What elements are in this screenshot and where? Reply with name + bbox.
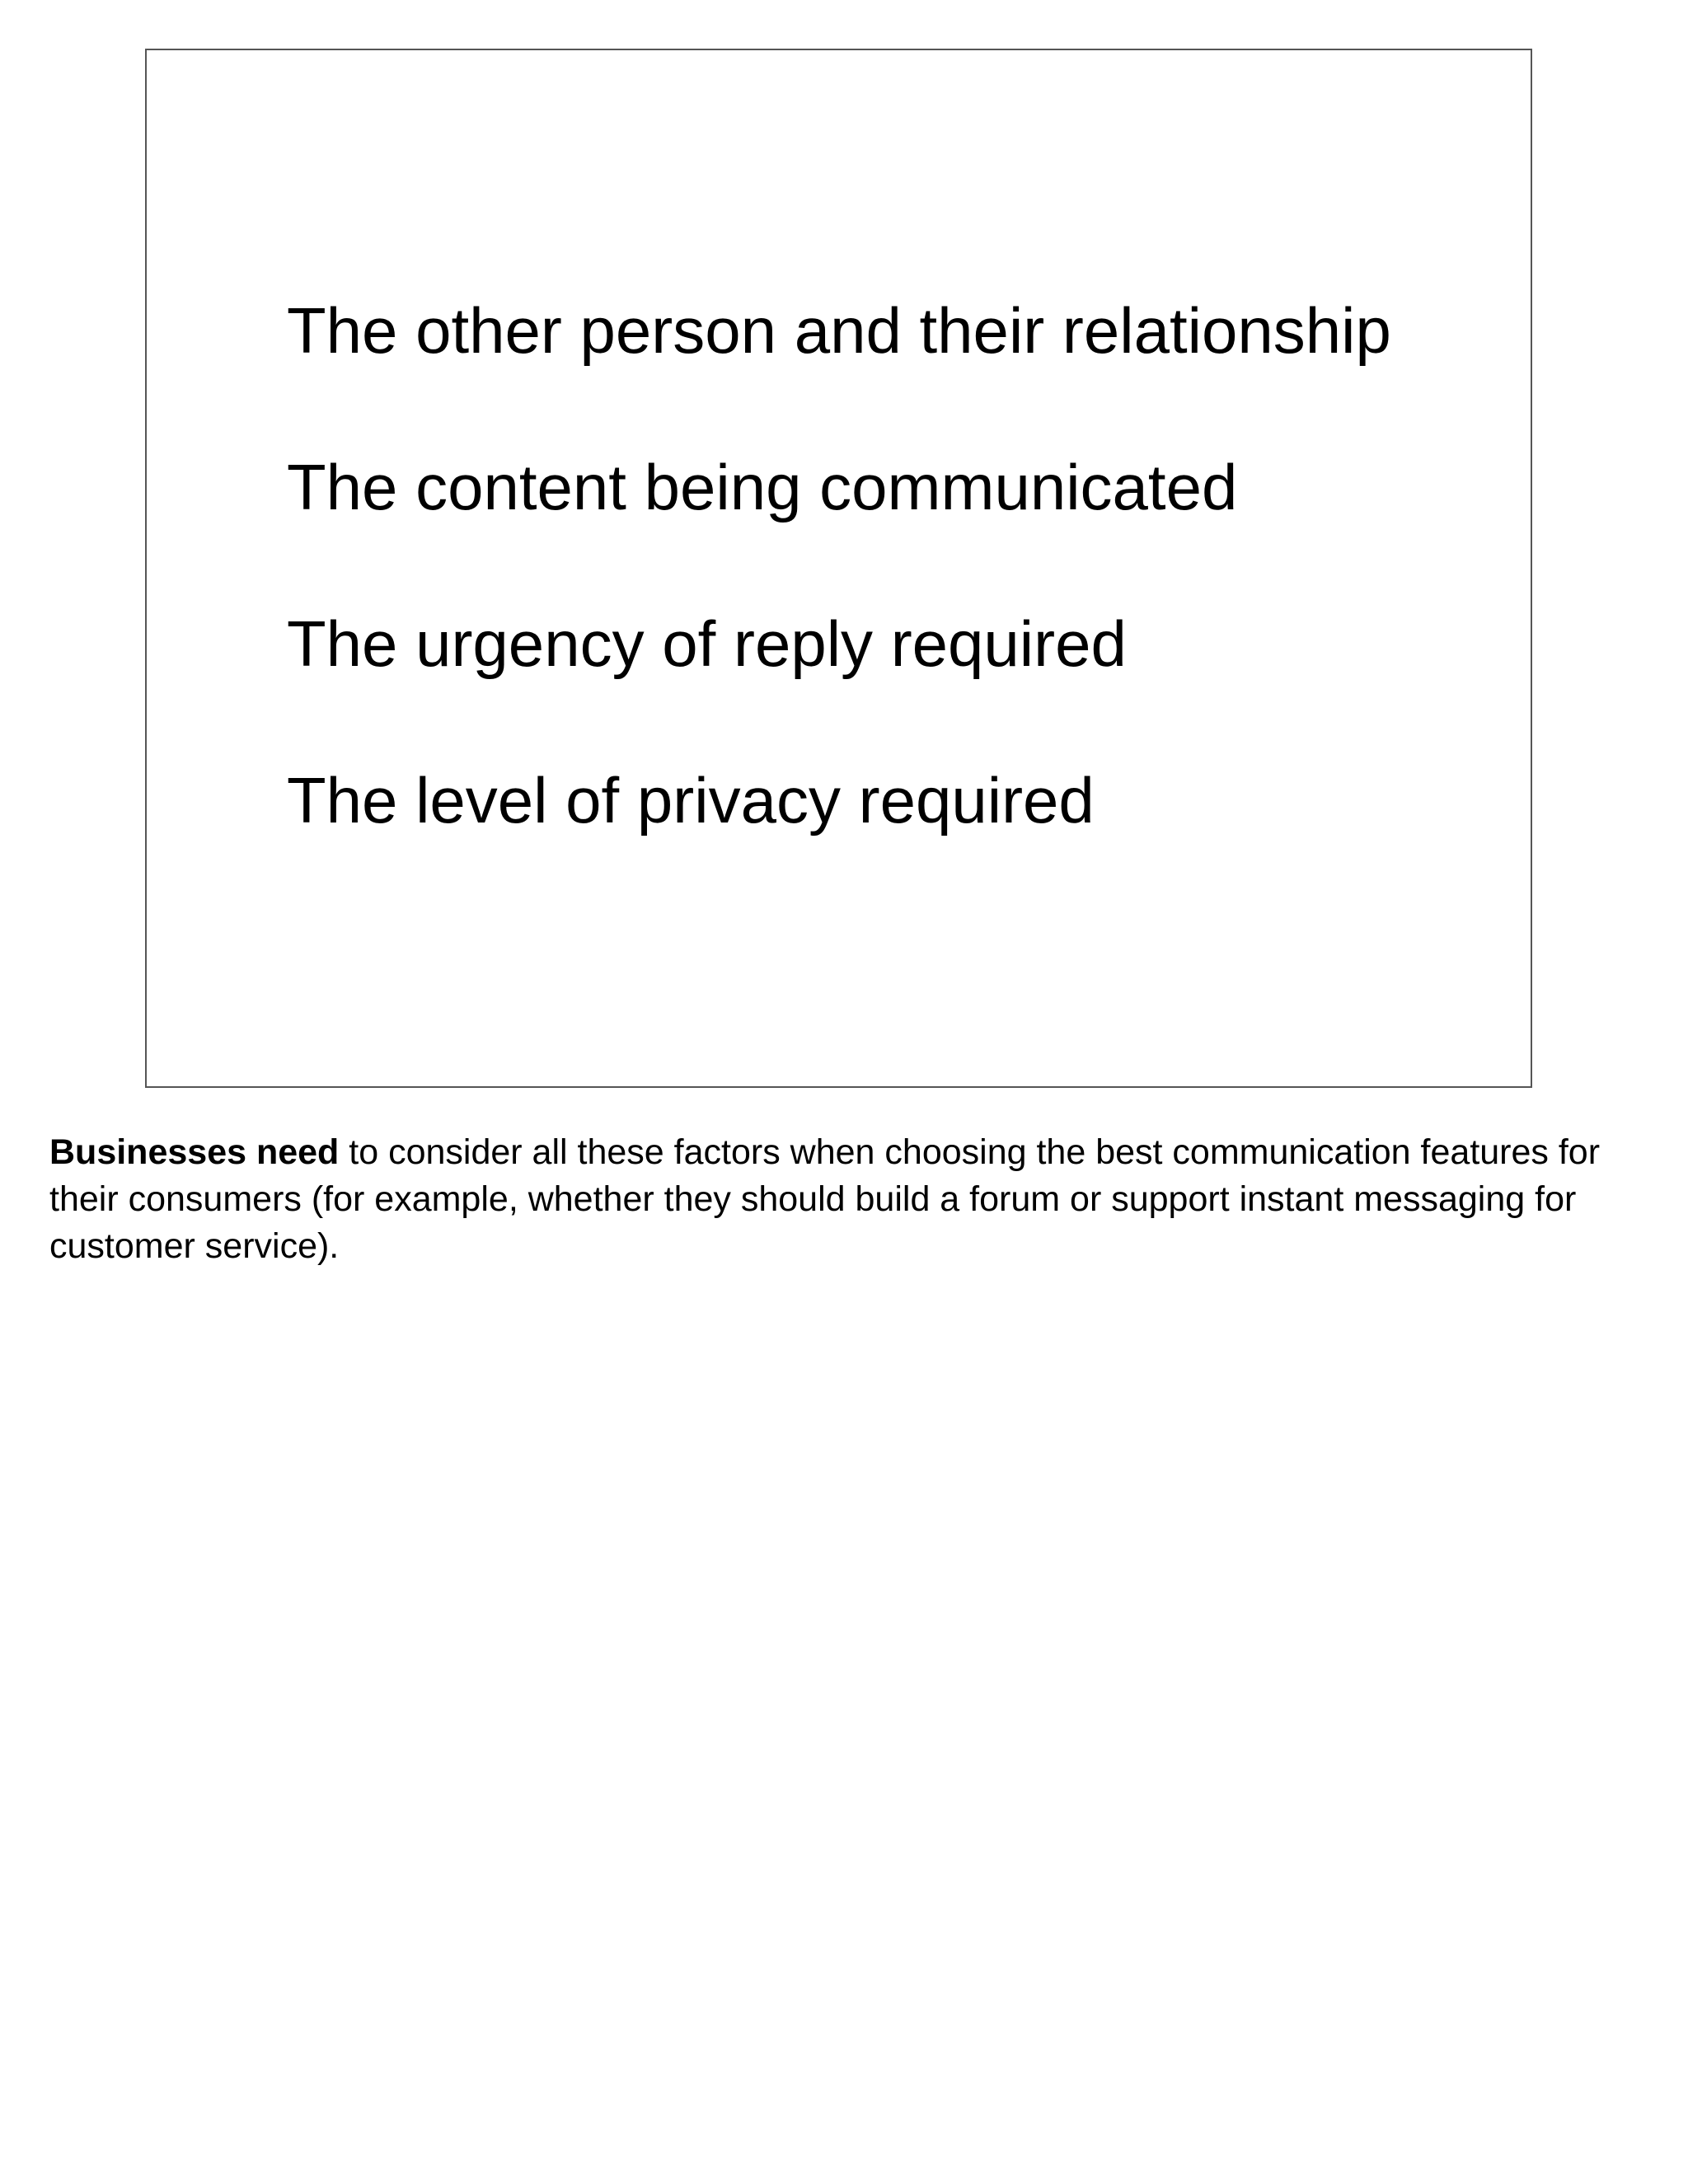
slide-item-relationship: The other person and their relationship <box>287 294 1391 367</box>
notes-body-text: to consider all these factors when choosing the best communication features for their consumers (for example, whether they should build a forum or support instant messaging for customer service). <box>49 1132 1601 1266</box>
slide-item-privacy: The level of privacy required <box>287 764 1095 837</box>
notes-bold-lead: Businesses need <box>49 1132 340 1172</box>
slide-bullet-list <box>287 293 1391 837</box>
slide-item-content: The content being communicated <box>287 451 1238 523</box>
slide-item-urgency: The urgency of reply required <box>287 607 1127 680</box>
slide-frame <box>145 49 1532 1088</box>
speaker-notes <box>49 1129 1615 1270</box>
